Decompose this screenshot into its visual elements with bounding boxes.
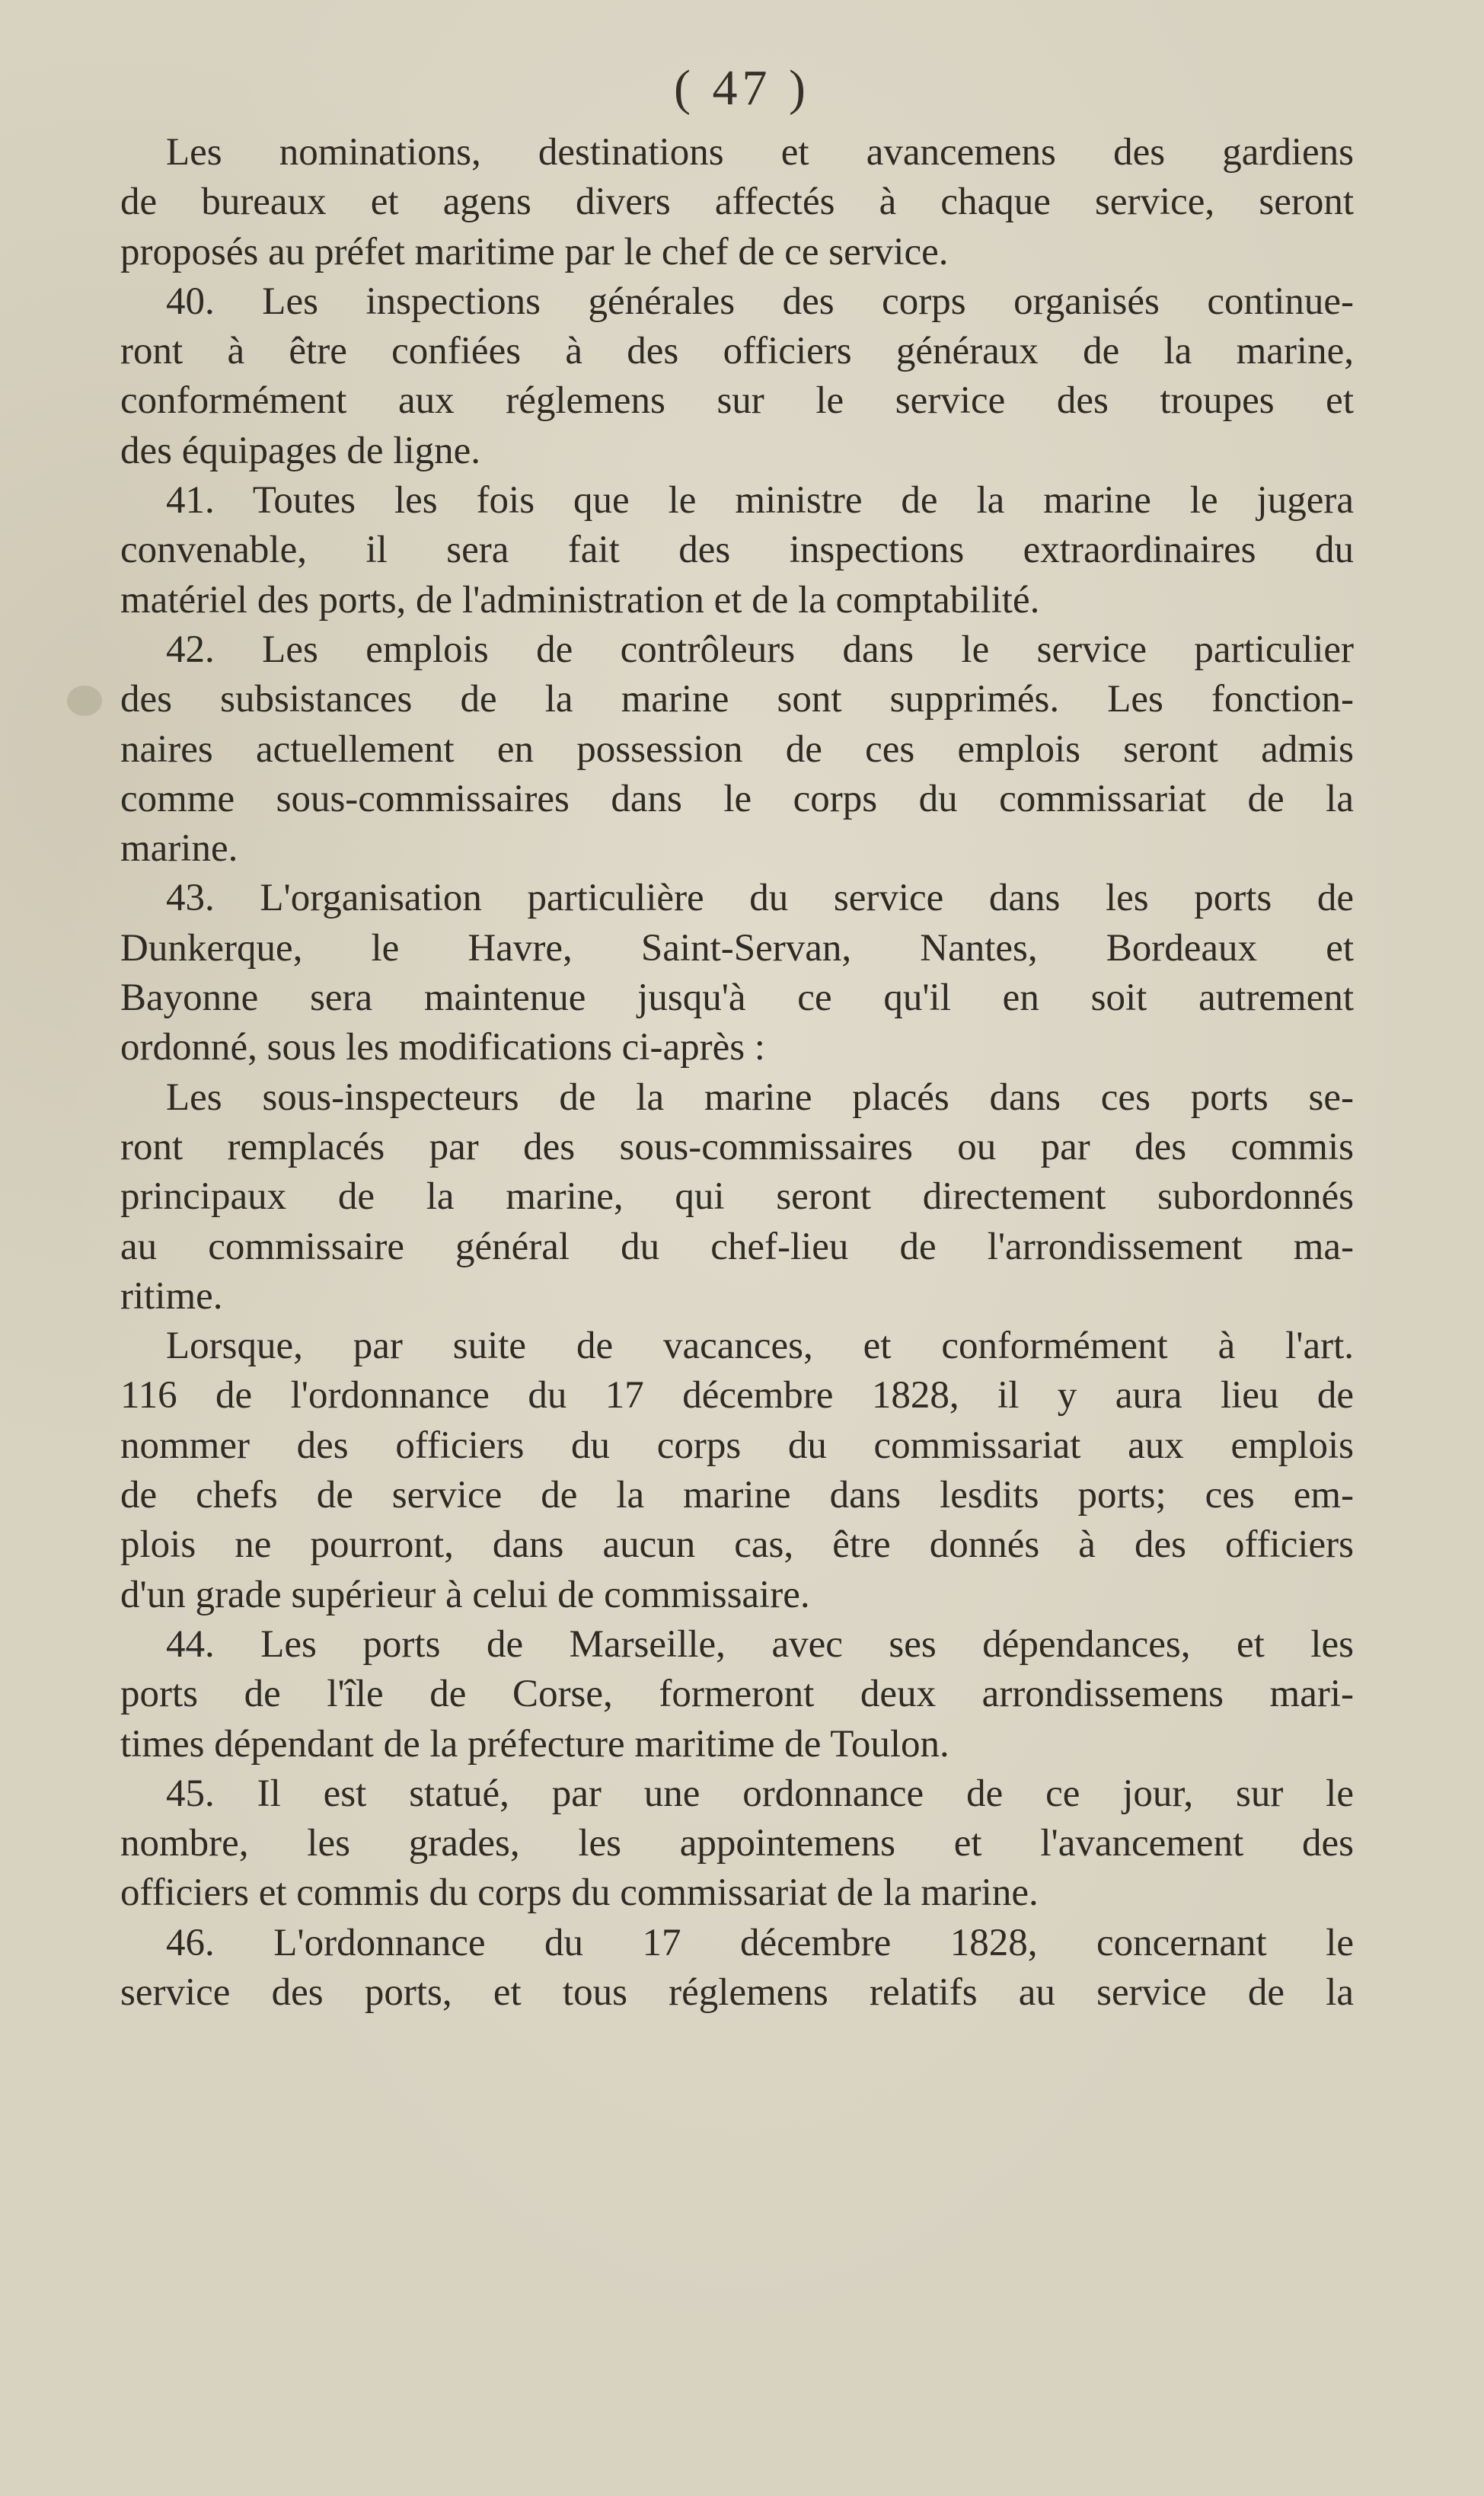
text-line: au commissaire général du chef-lieu de l'arrondissement ma- [120,1225,1354,1268]
text-line: Les sous-inspecteurs de la marine placés dans ces ports se- [166,1075,1354,1119]
text-line: matériel des ports, de l'administration et de la comptabilité. [120,578,1040,622]
text-line: naires actuellement en possession de ces emplois seront admis [120,727,1354,771]
text-line: times dépendant de la préfecture maritime de Toulon. [120,1722,949,1766]
text-line: proposés au préfet maritime par le chef de ce service. [120,230,949,273]
text-line: marine. [120,827,238,871]
text-line: nommer des officiers du corps du commissariat aux emplois [120,1424,1354,1467]
paper-stain [67,686,102,716]
text-line: 45. Il est statué, par une ordonnance de ce jour, sur le [166,1772,1354,1815]
text-line: ordonné, sous les modifications ci-après : [120,1026,765,1069]
page-number: ( 47 ) [674,60,810,116]
body-text [120,128,1354,2018]
text-line: 46. L'ordonnance du 17 décembre 1828, concernant le [166,1921,1354,1964]
text-line: de bureaux et agens divers affectés à chaque service, seront [120,181,1354,224]
text-line: conformément aux réglemens sur le service des troupes et [120,379,1354,423]
text-line: ront à être confiées à des officiers généraux de la marine, [120,330,1354,373]
text-line: 44. Les ports de Marseille, avec ses dépendances, et les [166,1622,1354,1666]
text-line: principaux de la marine, qui seront directement subordonnés [120,1175,1354,1219]
text-line: des équipages de ligne. [120,429,481,472]
text-line: 40. Les inspections générales des corps organisés continue- [166,280,1354,323]
text-line: plois ne pourront, dans aucun cas, être donnés à des officiers [120,1523,1354,1567]
text-line: 42. Les emplois de contrôleurs dans le service particulier [166,628,1354,671]
text-line: ront remplacés par des sous-commissaires ou par des commis [120,1125,1354,1168]
text-line: 43. L'organisation particulière du service dans les ports de [166,877,1354,920]
text-line: convenable, il sera fait des inspections extraordinaires du [120,529,1354,572]
text-line: d'un grade supérieur à celui de commissaire. [120,1573,810,1616]
text-line: Bayonne sera maintenue jusqu'à ce qu'il en soit autrement [120,976,1354,1020]
text-line: ritime. [120,1274,223,1318]
text-line: 41. Toutes les fois que le ministre de la marine le jugera [166,479,1354,523]
text-line: ports de l'île de Corse, formeront deux arrondissemens mari- [120,1673,1354,1716]
text-line: officiers et commis du corps du commissariat de la marine. [120,1871,1039,1915]
text-line: Les nominations, destinations et avancemens des gardiens [166,131,1354,174]
text-line: service des ports, et tous réglemens relatifs au service de la [120,1970,1354,2014]
text-line: des subsistances de la marine sont supprimés. Les fonction- [120,678,1354,721]
text-line: 116 de l'ordonnance du 17 décembre 1828, il y aura lieu de [120,1374,1354,1417]
text-line: Lorsque, par suite de vacances, et conformément à l'art. [166,1325,1354,1368]
text-line: comme sous-commissaires dans le corps du commissariat de la [120,777,1354,820]
text-line: nombre, les grades, les appointemens et l'avancement des [120,1822,1354,1865]
text-line: Dunkerque, le Havre, Saint-Servan, Nantes, Bordeaux et [120,926,1354,970]
text-line: de chefs de service de la marine dans lesdits ports; ces em- [120,1474,1354,1517]
